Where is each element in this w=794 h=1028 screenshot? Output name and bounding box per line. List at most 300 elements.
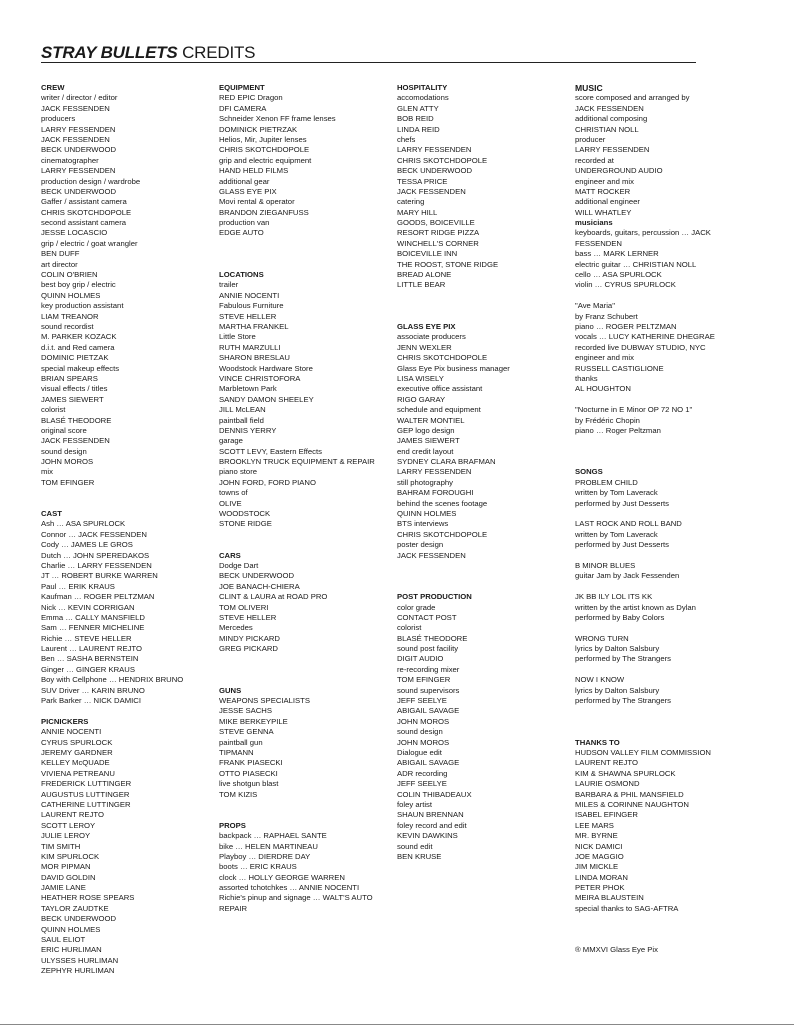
credit-name: JENN WEXLER: [397, 342, 452, 352]
page-title-film: STRAY BULLETS: [41, 43, 178, 62]
spacer: [575, 706, 725, 716]
credit-name: JESSE LOCASCIO: [41, 228, 108, 238]
page-title: [41, 43, 255, 63]
credit-name: ISABEL EFINGER: [575, 810, 638, 820]
credit-role: piano store: [219, 467, 258, 477]
credit-name: CLINT & LAURA at ROAD PRO: [219, 592, 328, 602]
credit-role: end credit layout: [397, 446, 454, 456]
credit-role: written by the artist known as Dylan: [575, 602, 696, 612]
credit-name: BECK UNDERWOOD: [41, 186, 117, 196]
credit-role: vocals … LUCY KATHERINE DHEGRAE: [575, 332, 715, 342]
credit-name: OLIVE: [219, 498, 242, 508]
credit-name: DOMINIC PIETZAK: [41, 353, 109, 363]
spacer: [41, 706, 211, 716]
credit-role: original score: [41, 425, 87, 435]
credit-name: WOODSTOCK: [219, 509, 271, 519]
credit-name: LAST ROCK AND ROLL BAND: [575, 519, 682, 529]
credit-name: LITTLE BEAR: [397, 280, 446, 290]
credit-name: HAND HELD FILMS: [219, 166, 289, 176]
credit-name: MATT ROCKER: [575, 186, 631, 196]
credit-role: sound recordist: [41, 321, 94, 331]
credit-role: piano … Roger Peltzman: [575, 425, 661, 435]
credit-name: DFI CAMERA: [219, 103, 267, 113]
credit-name: TIPMANN: [219, 748, 254, 757]
page-bottom-rule: [0, 1024, 794, 1025]
credit-role: writer / director / editor: [41, 93, 118, 103]
credit-name: LAURENT REJTO: [41, 810, 104, 820]
spacer: [219, 249, 391, 259]
credit-name: JAMES SIEWERT: [41, 394, 104, 404]
credit-name: HUDSON VALLEY FILM COMMISSION: [575, 748, 711, 757]
credit-name: FREDERICK LUTTINGER: [41, 779, 132, 789]
credit-role: bike … HELEN MARTINEAU: [219, 841, 318, 851]
credit-role: still photography: [397, 477, 453, 487]
credit-role: foley artist: [397, 799, 433, 809]
credit-name: GLEN ATTY: [397, 103, 439, 113]
credit-role: towns of: [219, 488, 248, 498]
credit-name: THE ROOST, STONE RIDGE: [397, 259, 499, 269]
credit-role: thanks: [575, 373, 598, 383]
credit-name: RIGO GARAY: [397, 394, 446, 404]
credit-name: ZEPHYR HURLIMAN: [41, 966, 115, 976]
credit-name: CHRIS SKOTCHDOPOLE: [397, 529, 488, 539]
credit-role: Helios, Mir, Jupiter lenses: [219, 134, 307, 144]
credit-name: MILES & CORINNE NAUGHTON: [575, 799, 689, 809]
credit-role: art director: [41, 259, 78, 269]
credit-name: DAVID GOLDIN: [41, 872, 96, 882]
spacer: [219, 239, 391, 249]
credit-name: CYRUS SPURLOCK: [41, 737, 113, 747]
credit-role: engineer and mix: [575, 353, 634, 363]
credit-role: Ash … ASA SPURLOCK: [41, 519, 126, 529]
credit-role: SUV Driver … KARIN BRUNO: [41, 685, 145, 695]
credit-name: PETER PHOK: [575, 883, 625, 893]
credit-role: accomodations: [397, 93, 449, 103]
spacer: [575, 623, 725, 633]
credit-name: QUINN HOLMES: [397, 509, 457, 519]
credit-name: ANNIE NOCENTI: [219, 290, 280, 300]
credit-name: MOR PIPMAN: [41, 862, 91, 872]
credit-name: JEFF SEELYE: [397, 696, 447, 706]
credit-name: MR. BYRNE: [575, 831, 618, 841]
credit-role: assorted tchotchkes … ANNIE NOCENTI: [219, 883, 360, 893]
credit-name: KIM & SHAWNA SPURLOCK: [575, 768, 676, 778]
credit-name: TIM SMITH: [41, 841, 81, 851]
credit-name: BRIAN SPEARS: [41, 373, 98, 383]
credit-role: recorded live DUBWAY STUDIO, NYC: [575, 342, 706, 352]
credit-name: ERIC HURLIMAN: [41, 945, 102, 955]
credit-name: JIM MICKLE: [575, 862, 619, 872]
credit-name: NOW I KNOW: [575, 675, 625, 685]
credit-role: production van: [219, 218, 270, 228]
credit-name: KIM SPURLOCK: [41, 851, 100, 861]
credit-role: Gaffer / assistant camera: [41, 197, 127, 207]
credit-role: Schneider Xenon FF frame lenses: [219, 114, 336, 124]
section-heading: MUSIC: [575, 83, 603, 93]
credit-name: STONE RIDGE: [219, 519, 272, 529]
credit-role: violin … CYRUS SPURLOCK: [575, 280, 676, 290]
credit-role: Little Store: [219, 332, 256, 342]
credit-role: poster design: [397, 540, 444, 550]
credit-name: JACK FESSENDEN: [575, 103, 644, 113]
credit-role: behind the scenes footage: [397, 498, 488, 508]
spacer: [575, 395, 725, 405]
spacer: [575, 457, 725, 467]
credit-name: DIGIT AUDIO: [397, 654, 444, 664]
credit-role: mix: [41, 467, 53, 477]
credit-name: JOE MAGGIO: [575, 851, 624, 861]
credit-name: STEVE HELLER: [219, 612, 277, 622]
credit-name: JACK FESSENDEN: [41, 103, 110, 113]
credit-name: LARRY FESSENDEN: [41, 166, 116, 176]
section-heading: LOCATIONS: [219, 270, 264, 280]
credit-role: Woodstock Hardware Store: [219, 363, 313, 373]
credit-name: KELLEY McQUADE: [41, 758, 110, 768]
credit-role: piano … ROGER PELTZMAN: [575, 321, 677, 331]
credit-name: BEN DUFF: [41, 249, 80, 259]
credit-name: SANDY DAMON SHEELEY: [219, 394, 314, 404]
credit-role: written by Tom Laverack: [575, 529, 658, 539]
credit-name: WILL WHATLEY: [575, 207, 632, 217]
spacer: [397, 312, 567, 322]
credit-name: DOMINICK PIETRZAK: [219, 124, 298, 134]
credit-name: EDGE AUTO: [219, 228, 264, 238]
credit-name: SHAUN BRENNAN: [397, 810, 464, 820]
credit-role: Paul … ERIK KRAUS: [41, 581, 115, 591]
credit-name: MARTHA FRANKEL: [219, 321, 289, 331]
credit-role: d.i.t. and Red camera: [41, 342, 115, 352]
credit-name: LINDA MORAN: [575, 872, 628, 882]
credit-role: backpack … RAPHAEL SANTE: [219, 831, 327, 841]
credit-role: special makeup effects: [41, 363, 120, 373]
credit-role: special thanks to SAG-AFTRA: [575, 903, 679, 913]
section-heading: CARS: [219, 550, 241, 560]
credit-name: OTTO PIASECKI: [219, 768, 278, 778]
credit-name: CHRIS SKOTCHDOPOLE: [397, 353, 488, 363]
spacer: [219, 675, 391, 685]
spacer: [397, 571, 567, 581]
section-heading: HOSPITALITY: [397, 83, 448, 92]
section-heading: CREW: [41, 83, 65, 92]
spacer: [575, 509, 725, 519]
section-heading: SONGS: [575, 467, 603, 477]
credit-role: SCOTT LEVY, Eastern Effects: [219, 446, 322, 456]
credit-role: clock … HOLLY GEORGE WARREN: [219, 872, 345, 882]
credit-role: ® MMXVI Glass Eye Pix: [575, 945, 658, 955]
credit-role: electric guitar … CHRISTIAN NOLL: [575, 259, 697, 269]
credit-name: STEVE HELLER: [219, 311, 277, 321]
credit-name: FESSENDEN: [575, 238, 622, 248]
credit-role: best boy grip / electric: [41, 280, 116, 290]
credit-name: LARRY FESSENDEN: [397, 467, 472, 477]
credit-role: Nick … KEVIN CORRIGAN: [41, 602, 135, 612]
credit-name: RUSSELL CASTIGLIONE: [575, 363, 664, 373]
credit-role: Richie … STEVE HELLER: [41, 633, 132, 643]
spacer: [219, 530, 391, 540]
credits-column-3: [397, 83, 567, 862]
credit-role: cinematographer: [41, 155, 99, 165]
credit-subheading: musicians: [575, 218, 613, 228]
credit-role: grip / electric / goat wrangler: [41, 238, 138, 248]
spacer: [397, 582, 567, 592]
credit-name: BREAD ALONE: [397, 270, 452, 280]
credit-name: HEATHER ROSE SPEARS: [41, 893, 135, 903]
credit-name: COLIN O'BRIEN: [41, 270, 98, 280]
credit-role: performed by Just Desserts: [575, 540, 669, 550]
credit-role: performed by The Strangers: [575, 654, 671, 664]
credit-role: keyboards, guitars, percussion … JACK: [575, 228, 711, 238]
credit-name: NICK DAMICI: [575, 841, 623, 851]
credit-name: CHRISTIAN NOLL: [575, 124, 639, 134]
spacer: [397, 561, 567, 571]
credit-name: ABIGAIL SAVAGE: [397, 706, 460, 716]
credit-name: QUINN HOLMES: [41, 924, 101, 934]
spacer: [575, 717, 725, 727]
credit-name: WRONG TURN: [575, 633, 629, 643]
credit-name: JOHN FORD, FORD PIANO: [219, 477, 316, 487]
section-heading: CAST: [41, 509, 62, 519]
spacer: [219, 665, 391, 675]
credit-role: executive office assistant: [397, 384, 483, 394]
credit-name: JAMIE LANE: [41, 883, 86, 893]
credit-name: ULYSSES HURLIMAN: [41, 955, 119, 965]
credit-name: CHRIS SKOTCHDOPOLE: [397, 155, 488, 165]
credit-role: recorded at: [575, 155, 614, 165]
credit-role: "Ave Maria": [575, 301, 615, 311]
credit-name: WEAPONS SPECIALISTS: [219, 696, 310, 706]
credit-role: schedule and equipment: [397, 405, 481, 415]
credit-role: Kaufman … ROGER PELTZMAN: [41, 592, 155, 602]
section-heading: EQUIPMENT: [219, 83, 265, 92]
credit-name: LINDA REID: [397, 124, 440, 134]
credit-role: Emma … CALLY MANSFIELD: [41, 612, 145, 622]
credit-role: catering: [397, 197, 425, 207]
spacer: [41, 488, 211, 498]
credit-name: COLIN THIBADEAUX: [397, 789, 472, 799]
credits-column-2: [219, 83, 391, 914]
credit-role: paintball field: [219, 415, 264, 425]
credit-name: CHRIS SKOTCHDOPOLE: [41, 207, 132, 217]
credit-role: "Nocturne in E Minor OP 72 NO 1": [575, 405, 693, 415]
credit-role: score composed and arranged by: [575, 93, 690, 103]
spacer: [575, 727, 725, 737]
credit-role: sound design: [41, 446, 87, 456]
credit-role: by Franz Schubert: [575, 311, 638, 321]
credit-name: TOM KIZIS: [219, 789, 258, 799]
spacer: [575, 582, 725, 592]
credit-name: MIKE BERKEYPILE: [219, 716, 288, 726]
section-heading: PROPS: [219, 820, 246, 830]
credit-name: GOODS, BOICEVILLE: [397, 218, 475, 228]
credit-name: SCOTT LEROY: [41, 820, 96, 830]
spacer: [219, 540, 391, 550]
credit-role: ADR recording: [397, 768, 448, 778]
credit-role: Ginger … GINGER KRAUS: [41, 664, 135, 674]
credit-role: Sam … FENNER MICHELINE: [41, 623, 145, 633]
credit-role: Dutch … JOHN SPEREDAKOS: [41, 550, 150, 560]
credit-name: JULIE LEROY: [41, 831, 91, 841]
spacer: [219, 800, 391, 810]
credit-name: BEN KRUSE: [397, 851, 442, 861]
credit-role: producer: [575, 134, 606, 144]
credit-name: LEE MARS: [575, 820, 614, 830]
credit-name: JEREMY GARDNER: [41, 748, 113, 757]
credit-role: color grade: [397, 602, 436, 612]
credit-role: performed by Just Desserts: [575, 498, 669, 508]
credit-name: LAURIE OSMOND: [575, 779, 640, 789]
credit-name: ABIGAIL SAVAGE: [397, 758, 460, 768]
credit-role: Dodge Dart: [219, 560, 259, 570]
credit-name: BAHRAM FOROUGHI: [397, 488, 474, 498]
credit-name: JK BB ILY LOL ITS KK: [575, 592, 653, 602]
credit-name: TOM EFINGER: [397, 675, 451, 685]
credit-role: guitar Jam by Jack Fessenden: [575, 571, 680, 581]
credit-name: BARBARA & PHIL MANSFIELD: [575, 789, 684, 799]
credit-role: Boy with Cellphone … HENDRIX BRUNO: [41, 675, 184, 685]
credit-name: BECK UNDERWOOD: [41, 914, 117, 924]
credit-role: visual effects / titles: [41, 384, 108, 394]
credit-name: VIVIENA PETREANU: [41, 768, 115, 778]
credit-name: TESSA PRICE: [397, 176, 448, 186]
credit-name: TAYLOR ZAUDTKE: [41, 903, 109, 913]
credit-role: lyrics by Dalton Salsbury: [575, 685, 660, 695]
spacer: [575, 925, 725, 935]
credit-role: engineer and mix: [575, 176, 634, 186]
credit-role: Cody … JAMES LE GROS: [41, 540, 133, 550]
credit-name: LARRY FESSENDEN: [41, 124, 116, 134]
credit-role: production design / wardrobe: [41, 176, 141, 186]
spacer: [219, 260, 391, 270]
credit-name: SYDNEY CLARA BRAFMAN: [397, 457, 496, 467]
credit-name: AUGUSTUS LUTTINGER: [41, 789, 130, 799]
credit-role: garage: [219, 436, 243, 446]
credit-role: additional gear: [219, 176, 270, 186]
credit-name: TOM OLIVERI: [219, 602, 269, 612]
credit-name: TOM EFINGER: [41, 477, 95, 487]
credit-name: BECK UNDERWOOD: [41, 145, 117, 155]
credit-role: sound edit: [397, 841, 433, 851]
credit-name: SHARON BRESLAU: [219, 353, 290, 363]
spacer: [575, 436, 725, 446]
credit-name: AL HOUGHTON: [575, 384, 631, 394]
credit-role: Connor … JACK FESSENDEN: [41, 529, 147, 539]
credit-role: colorist: [397, 623, 422, 633]
credit-name: BECK UNDERWOOD: [397, 166, 473, 176]
credit-name: JOHN MOROS: [41, 457, 94, 467]
credit-role: sound design: [397, 727, 443, 737]
credit-name: LARRY FESSENDEN: [397, 145, 472, 155]
section-heading: GUNS: [219, 685, 242, 695]
section-heading: POST PRODUCTION: [397, 592, 472, 602]
spacer: [575, 447, 725, 457]
credit-role: Dialogue edit: [397, 748, 442, 757]
credit-name: LISA WISELY: [397, 373, 444, 383]
spacer: [41, 499, 211, 509]
spacer: [575, 291, 725, 301]
credits-column-1: [41, 83, 211, 977]
title-underline: [41, 62, 696, 63]
credit-role: bass … MARK LERNER: [575, 249, 659, 259]
credit-role: Ben … SASHA BERNSTEIN: [41, 654, 139, 664]
credit-name: JAMES SIEWERT: [397, 436, 460, 446]
credit-name: PROBLEM CHILD: [575, 477, 638, 487]
credit-role: trailer: [219, 280, 239, 290]
credit-name: SAUL ELIOT: [41, 935, 86, 945]
credit-name: GLASS EYE PIX: [219, 186, 277, 196]
credit-role: lyrics by Dalton Salsbury: [575, 644, 660, 654]
credit-name: JESSE SACHS: [219, 706, 272, 716]
credit-role: written by Tom Laverack: [575, 488, 658, 498]
credit-name: RESORT RIDGE PIZZA: [397, 228, 480, 238]
credit-role: Laurent … LAURENT REJTO: [41, 644, 142, 654]
section-heading: GLASS EYE PIX: [397, 321, 456, 331]
credit-role: re-recording mixer: [397, 664, 460, 674]
credit-name: QUINN HOLMES: [41, 290, 101, 300]
credit-role: chefs: [397, 134, 416, 144]
credit-role: cello … ASA SPURLOCK: [575, 270, 662, 280]
credit-role: associate producers: [397, 332, 466, 342]
credit-name: BOB REID: [397, 114, 434, 124]
credit-name: MARY HILL: [397, 207, 438, 217]
credit-role: key production assistant: [41, 301, 124, 311]
credit-role: colorist: [41, 405, 66, 415]
credit-name: MINDY PICKARD: [219, 633, 280, 643]
credit-name: JACK FESSENDEN: [397, 186, 466, 196]
credit-role: BTS interviews: [397, 519, 449, 529]
credit-name: LARRY FESSENDEN: [575, 145, 650, 155]
credit-name: BLASÉ THEODORE: [41, 415, 112, 425]
credit-name: REPAIR: [219, 903, 248, 913]
spacer: [575, 551, 725, 561]
credit-role: second assistant camera: [41, 218, 127, 228]
credit-role: performed by Baby Colors: [575, 612, 665, 622]
credit-name: WALTER MONTIEL: [397, 415, 465, 425]
spacer: [575, 665, 725, 675]
credit-name: B MINOR BLUES: [575, 560, 636, 570]
credit-name: CATHERINE LUTTINGER: [41, 799, 131, 809]
credit-name: GREG PICKARD: [219, 644, 278, 654]
credit-name: MEIRA BLAUSTEIN: [575, 893, 644, 903]
credit-role: foley record and edit: [397, 820, 467, 830]
credit-name: JACK FESSENDEN: [397, 550, 466, 560]
credit-name: CONTACT POST: [397, 612, 457, 622]
credit-name: JOE BANACH-CHIERA: [219, 581, 300, 591]
spacer: [397, 291, 567, 301]
credit-name: BROOKLYN TRUCK EQUIPMENT & REPAIR: [219, 457, 375, 467]
credit-role: live shotgun blast: [219, 779, 279, 789]
credit-name: ANNIE NOCENTI: [41, 727, 102, 737]
credit-role: Mercedes: [219, 623, 253, 633]
credit-name: FRANK PIASECKI: [219, 758, 283, 768]
credit-name: VINCE CHRISTOFORA: [219, 373, 301, 383]
spacer: [575, 914, 725, 924]
credit-role: additional composing: [575, 114, 648, 124]
credit-name: JILL McLEAN: [219, 405, 266, 415]
credit-role: producers: [41, 114, 76, 124]
page-title-suffix: CREDITS: [177, 43, 256, 62]
credit-role: grip and electric equipment: [219, 155, 312, 165]
credit-name: JACK FESSENDEN: [41, 134, 110, 144]
credit-role: Glass Eye Pix business manager: [397, 363, 510, 373]
credit-role: Richie's pinup and signage … WALT'S AUTO: [219, 893, 373, 903]
credit-name: JOHN MOROS: [397, 737, 450, 747]
credit-role: GEP logo design: [397, 425, 455, 435]
credit-name: UNDERGROUND AUDIO: [575, 166, 663, 176]
spacer: [397, 301, 567, 311]
credit-name: CHRIS SKOTCHDOPOLE: [219, 145, 310, 155]
credit-role: Movi rental & operator: [219, 197, 295, 207]
credit-role: boots … ERIC KRAUS: [219, 862, 297, 872]
